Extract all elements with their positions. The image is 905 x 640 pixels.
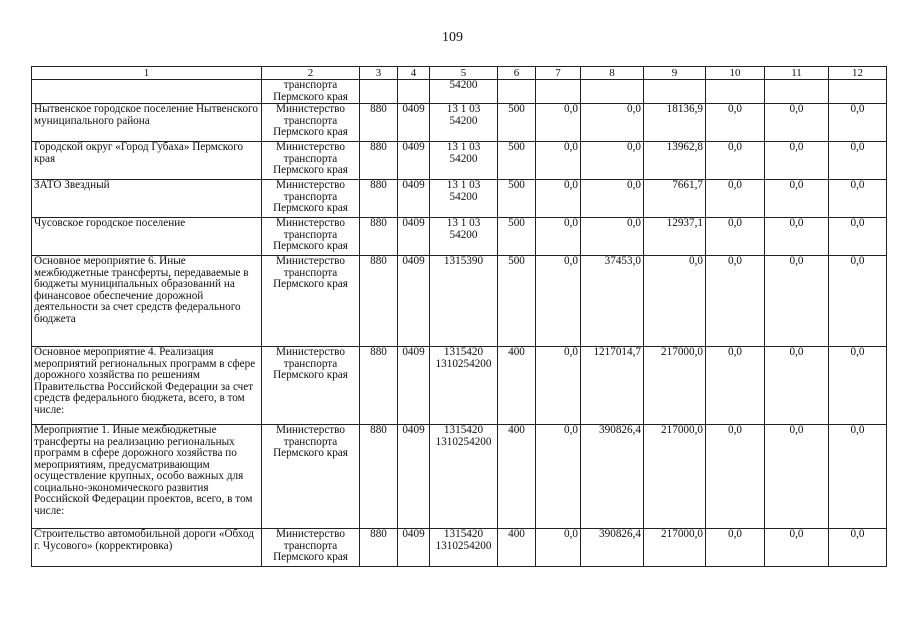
- value-cell-11: 0,0: [765, 529, 829, 567]
- value-cell-9: [644, 80, 706, 104]
- value-cell-8: 37453,0: [581, 256, 644, 347]
- page-number: 109: [442, 30, 463, 45]
- column-header-12: 12: [829, 67, 887, 80]
- value-cell-10: 0,0: [706, 425, 765, 529]
- value-cell-12: 0,0: [829, 347, 887, 425]
- value-cell-7: 0,0: [536, 347, 581, 425]
- column-header-4: 4: [398, 67, 430, 80]
- value-cell-8: 390826,4: [581, 529, 644, 567]
- grbs-code-cell: 880: [360, 104, 398, 142]
- section-code-cell: 0409: [398, 529, 430, 567]
- row-name-cell: Чусовское городское поселение: [32, 218, 262, 256]
- section-code-cell: 0409: [398, 347, 430, 425]
- section-code-cell: 0409: [398, 180, 430, 218]
- grbs-code-cell: [360, 80, 398, 104]
- target-article-cell: [430, 529, 498, 567]
- target-article-line: 54200: [449, 190, 478, 203]
- ministry-cell: Министерство транспорта Пермского края: [262, 529, 360, 567]
- value-cell-8: 390826,4: [581, 425, 644, 529]
- expense-type-cell: 500: [498, 142, 536, 180]
- value-cell-7: 0,0: [536, 529, 581, 567]
- value-cell-8: 0,0: [581, 218, 644, 256]
- ministry-cell: Министерство транспорта Пермского края: [262, 142, 360, 180]
- target-article-line: 54200: [449, 79, 478, 91]
- grbs-code-cell: 880: [360, 142, 398, 180]
- target-article-cell: [430, 104, 498, 142]
- column-header-6: 6: [498, 67, 536, 80]
- row-name-cell: ЗАТО Звездный: [32, 180, 262, 218]
- section-code-cell: [398, 80, 430, 104]
- value-cell-8: [581, 80, 644, 104]
- target-article-line: 54200: [449, 228, 478, 241]
- value-cell-7: 0,0: [536, 425, 581, 529]
- expense-type-cell: 400: [498, 529, 536, 567]
- table-row: [32, 104, 887, 142]
- ministry-cell: транспорта Пермского края: [262, 80, 360, 104]
- section-code-cell: 0409: [398, 104, 430, 142]
- value-cell-11: 0,0: [765, 425, 829, 529]
- target-article-line: 13 1 03: [446, 103, 481, 115]
- expense-type-cell: 400: [498, 425, 536, 529]
- value-cell-9: 217000,0: [644, 425, 706, 529]
- value-cell-11: 0,0: [765, 142, 829, 180]
- value-cell-9: 217000,0: [644, 347, 706, 425]
- target-article-line: 1310254200: [435, 357, 492, 370]
- expense-type-cell: 500: [498, 218, 536, 256]
- row-name-cell: Строительство автомобильной дороги «Обход г. Чусового» (корректировка): [32, 529, 262, 567]
- expense-type-cell: 500: [498, 256, 536, 347]
- target-article-line: 1315420: [443, 424, 484, 436]
- table-row: [32, 347, 887, 425]
- target-article-line: 1315390: [443, 255, 484, 267]
- column-header-8: 8: [581, 67, 644, 80]
- budget-table: [31, 66, 887, 567]
- row-name-cell: [32, 80, 262, 104]
- value-cell-12: 0,0: [829, 256, 887, 347]
- row-name-cell: Основное мероприятие 6. Иные межбюджетные трансферты, передаваемые в бюджеты муниципальных образований на финансовое обеспечение дорожной деятельности за счет средств федерального бюджета: [32, 256, 262, 347]
- table-row: [32, 80, 887, 104]
- target-article-cell: [430, 256, 498, 347]
- value-cell-9: 7661,7: [644, 180, 706, 218]
- grbs-code-cell: 880: [360, 218, 398, 256]
- value-cell-10: 0,0: [706, 256, 765, 347]
- value-cell-12: 0,0: [829, 529, 887, 567]
- header-row: [32, 67, 887, 80]
- target-article-line: 54200: [449, 114, 478, 127]
- target-article-line: 13 1 03: [446, 141, 481, 153]
- target-article-cell: [430, 218, 498, 256]
- column-header-1: 1: [32, 67, 262, 80]
- table-row: [32, 425, 887, 529]
- expense-type-cell: 500: [498, 180, 536, 218]
- value-cell-10: 0,0: [706, 104, 765, 142]
- value-cell-11: 0,0: [765, 256, 829, 347]
- ministry-cell: Министерство транспорта Пермского края: [262, 218, 360, 256]
- target-article-cell: [430, 80, 498, 104]
- column-header-3: 3: [360, 67, 398, 80]
- value-cell-8: 0,0: [581, 104, 644, 142]
- value-cell-9: 13962,8: [644, 142, 706, 180]
- value-cell-12: 0,0: [829, 104, 887, 142]
- section-code-cell: 0409: [398, 256, 430, 347]
- expense-type-cell: [498, 80, 536, 104]
- target-article-line: 54200: [449, 152, 478, 165]
- column-header-10: 10: [706, 67, 765, 80]
- row-name-cell: Мероприятие 1. Иные межбюджетные трансферты на реализацию региональных программ в сфере дорожного хозяйства по мероприятиям, предусматривающим осуществление крупных, особо важных для социально-экономического развития Российской Федерации проектов, всего, в том числе:: [32, 425, 262, 529]
- grbs-code-cell: 880: [360, 425, 398, 529]
- target-article-cell: [430, 142, 498, 180]
- table-body: [32, 67, 887, 567]
- grbs-code-cell: 880: [360, 347, 398, 425]
- value-cell-12: 0,0: [829, 218, 887, 256]
- value-cell-12: 0,0: [829, 180, 887, 218]
- ministry-cell: Министерство транспорта Пермского края: [262, 425, 360, 529]
- target-article-line: 1315420: [443, 528, 484, 540]
- value-cell-7: 0,0: [536, 180, 581, 218]
- target-article-cell: [430, 425, 498, 529]
- value-cell-10: 0,0: [706, 180, 765, 218]
- table-row: [32, 256, 887, 347]
- value-cell-9: 12937,1: [644, 218, 706, 256]
- target-article-cell: [430, 180, 498, 218]
- target-article-line: 13 1 03: [446, 217, 481, 229]
- ministry-cell: Министерство транспорта Пермского края: [262, 347, 360, 425]
- value-cell-10: 0,0: [706, 347, 765, 425]
- ministry-cell: Министерство транспорта Пермского края: [262, 104, 360, 142]
- section-code-cell: 0409: [398, 218, 430, 256]
- table-row: [32, 142, 887, 180]
- ministry-cell: Министерство транспорта Пермского края: [262, 256, 360, 347]
- row-name-cell: Городской округ «Город Губаха» Пермского края: [32, 142, 262, 180]
- value-cell-11: 0,0: [765, 347, 829, 425]
- column-header-5: 5: [430, 67, 498, 80]
- value-cell-7: 0,0: [536, 218, 581, 256]
- row-name-cell: Нытвенское городское поселение Нытвенского муниципального района: [32, 104, 262, 142]
- value-cell-7: 0,0: [536, 256, 581, 347]
- column-header-9: 9: [644, 67, 706, 80]
- column-header-11: 11: [765, 67, 829, 80]
- grbs-code-cell: 880: [360, 180, 398, 218]
- value-cell-11: 0,0: [765, 218, 829, 256]
- target-article-line: 1310254200: [435, 539, 492, 552]
- value-cell-9: 217000,0: [644, 529, 706, 567]
- table-row: [32, 180, 887, 218]
- value-cell-12: 0,0: [829, 425, 887, 529]
- value-cell-11: [765, 80, 829, 104]
- grbs-code-cell: 880: [360, 256, 398, 347]
- column-header-7: 7: [536, 67, 581, 80]
- value-cell-7: 0,0: [536, 104, 581, 142]
- value-cell-9: 18136,9: [644, 104, 706, 142]
- value-cell-7: [536, 80, 581, 104]
- value-cell-8: 0,0: [581, 142, 644, 180]
- value-cell-11: 0,0: [765, 180, 829, 218]
- section-code-cell: 0409: [398, 425, 430, 529]
- value-cell-9: 0,0: [644, 256, 706, 347]
- table-row: [32, 529, 887, 567]
- value-cell-8: 1217014,7: [581, 347, 644, 425]
- value-cell-10: 0,0: [706, 142, 765, 180]
- value-cell-11: 0,0: [765, 104, 829, 142]
- row-name-cell: Основное мероприятие 4. Реализация мероприятий региональных программ в сфере дорожного хозяйства по решениям Правительства Российской Федерации за счет средств федерального бюджета, всего, в том числе:: [32, 347, 262, 425]
- table-row: [32, 218, 887, 256]
- target-article-line: 13 1 03: [446, 179, 481, 191]
- value-cell-10: 0,0: [706, 529, 765, 567]
- ministry-cell: Министерство транспорта Пермского края: [262, 180, 360, 218]
- expense-type-cell: 500: [498, 104, 536, 142]
- section-code-cell: 0409: [398, 142, 430, 180]
- value-cell-7: 0,0: [536, 142, 581, 180]
- target-article-line: 1310254200: [435, 435, 492, 448]
- value-cell-8: 0,0: [581, 180, 644, 218]
- column-header-2: 2: [262, 67, 360, 80]
- target-article-cell: [430, 347, 498, 425]
- grbs-code-cell: 880: [360, 529, 398, 567]
- value-cell-10: 0,0: [706, 218, 765, 256]
- value-cell-12: 0,0: [829, 142, 887, 180]
- value-cell-10: [706, 80, 765, 104]
- expense-type-cell: 400: [498, 347, 536, 425]
- target-article-line: 1315420: [443, 346, 484, 358]
- value-cell-12: [829, 80, 887, 104]
